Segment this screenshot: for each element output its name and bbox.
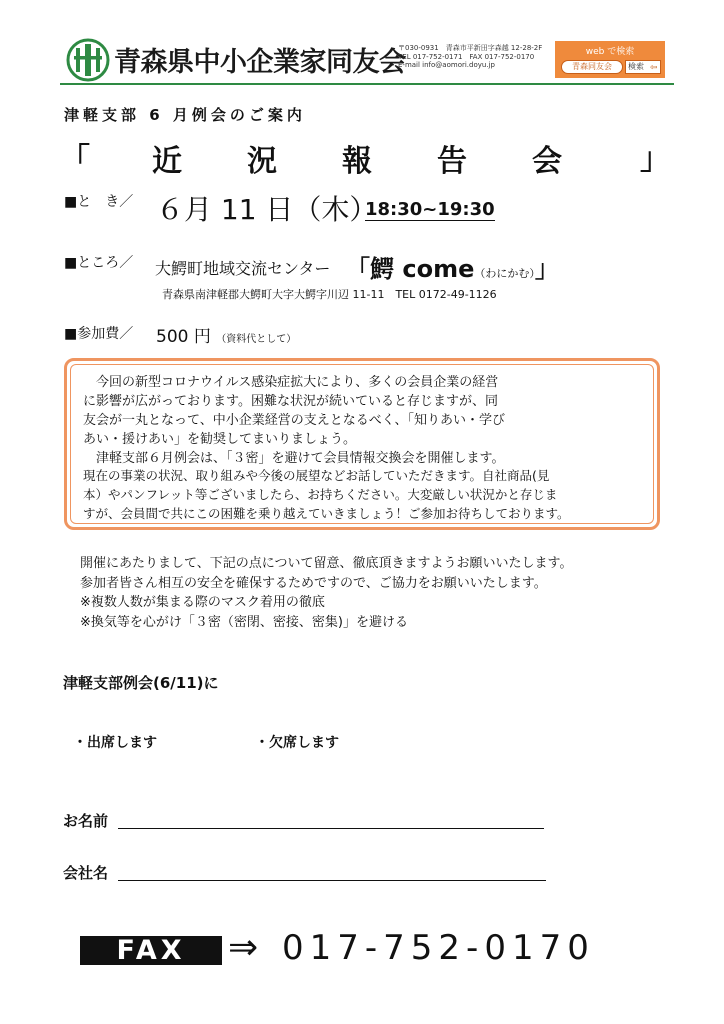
fee-amount: 500 円	[156, 327, 211, 347]
arrow-right-icon: ⇒	[228, 927, 259, 968]
fee-label	[64, 323, 133, 343]
company-label: 会社名	[63, 864, 109, 882]
message-box-inner	[70, 364, 654, 524]
note-line: 参加者皆さん相互の安全を確保するためですので、ご協力をお願いいたします。	[80, 575, 547, 591]
search-box: 青森同友会	[561, 60, 623, 74]
title-char: 況	[247, 144, 277, 179]
search-button-label: 検索	[628, 62, 644, 71]
place-label	[64, 252, 133, 272]
address-line: 〒030-0931 青森市平新田字森越 12-28-2F	[398, 44, 543, 52]
org-name: 青森県中小企業家同友会	[114, 47, 406, 78]
reply-title: 津軽支部例会(6/11)に	[63, 674, 219, 692]
title-char: 報	[342, 144, 372, 179]
arrow-left-icon: ⇦	[650, 63, 658, 73]
branch-title: 津軽支部 6 月例会のご案内	[64, 106, 306, 124]
venue-name: 大鰐町地域交流センター	[155, 259, 331, 278]
fax-number: 017-752-0170	[282, 928, 595, 968]
venue-nickname	[346, 249, 559, 284]
web-search-banner	[555, 41, 665, 78]
venue-nickname-close: 」	[534, 255, 559, 283]
event-date: ６月 11 日（木）	[156, 193, 378, 226]
date-label-text: ■と き／	[64, 194, 134, 210]
message-line: 友会が一丸となって、中小企業経営の支えとなるべく、「知りあい・学び	[83, 413, 505, 428]
notes	[80, 554, 572, 632]
message-line: あい・援けあい」を勧奨してまいりましょう。	[83, 432, 357, 447]
message-box	[64, 358, 660, 530]
note-line: ※換気等を心がけ「３密（密閉、密接、密集)」を避ける	[80, 614, 408, 630]
logo-icon	[66, 38, 110, 82]
org-address	[398, 44, 542, 70]
note-line: ※複数人数が集まる際のマスク着用の徹底	[80, 595, 325, 610]
title-bracket-close: 」	[640, 142, 670, 177]
search-button	[625, 60, 661, 74]
event-time: 18:30~19:30	[365, 199, 495, 220]
date-label	[64, 191, 133, 211]
web-search-label: web で検索	[585, 47, 635, 57]
name-label: お名前	[63, 812, 109, 830]
absent-option[interactable]: ・欠席します	[255, 735, 339, 751]
company-field[interactable]	[118, 880, 546, 881]
title-char: 会	[532, 144, 562, 179]
attend-option[interactable]: ・出席します	[73, 735, 157, 751]
title-bracket-open: 「	[60, 142, 90, 177]
venue-nickname-kana: （わにかむ）	[474, 267, 535, 280]
venue-nickname-text: 「鰐 come	[346, 255, 475, 283]
main-title	[60, 134, 670, 178]
name-field[interactable]	[118, 828, 544, 829]
message-line: 今回の新型コロナウイルス感染症拡大により、多くの会員企業の経営	[83, 375, 499, 390]
message-line: 現在の事業の状況、取り組みや今後の展望などお話していただきます。自社商品(見	[83, 468, 550, 483]
fee-label-text: ■参加費／	[64, 326, 134, 342]
place-label-text: ■ところ／	[64, 255, 134, 271]
header-divider	[60, 83, 674, 85]
message-line: 津軽支部６月例会は、「３密」を避けて会員情報交換会を開催します。	[83, 451, 505, 466]
address-line: E-mail info@aomori.doyu.jp	[398, 61, 495, 69]
address-line: TEL 017-752-0171 FAX 017-752-0170	[398, 52, 535, 61]
venue-address: 青森県南津軽郡大鰐町大字大鰐字川辺 11-11 TEL 0172-49-1126	[162, 288, 497, 301]
message-line: に影響が広がっております。困難な状況が続いていると存じますが、同	[83, 394, 498, 409]
note-line: 開催にあたりまして、下記の点について留意、徹底頂きますようお願いいたします。	[80, 556, 573, 571]
fee-value	[156, 322, 296, 347]
message-line: 本）やパンフレット等ございましたら、お持ちください。大変厳しい状況かと存じま	[83, 487, 558, 502]
fee-note: （資料代として）	[216, 334, 297, 345]
fax-label: FAX	[80, 936, 222, 965]
message-line: すが、会員間で共にこの困難を乗り越えていきましょう！ご参加お待ちしております。	[83, 506, 570, 521]
title-char: 近	[152, 144, 182, 179]
title-char: 告	[437, 144, 467, 179]
